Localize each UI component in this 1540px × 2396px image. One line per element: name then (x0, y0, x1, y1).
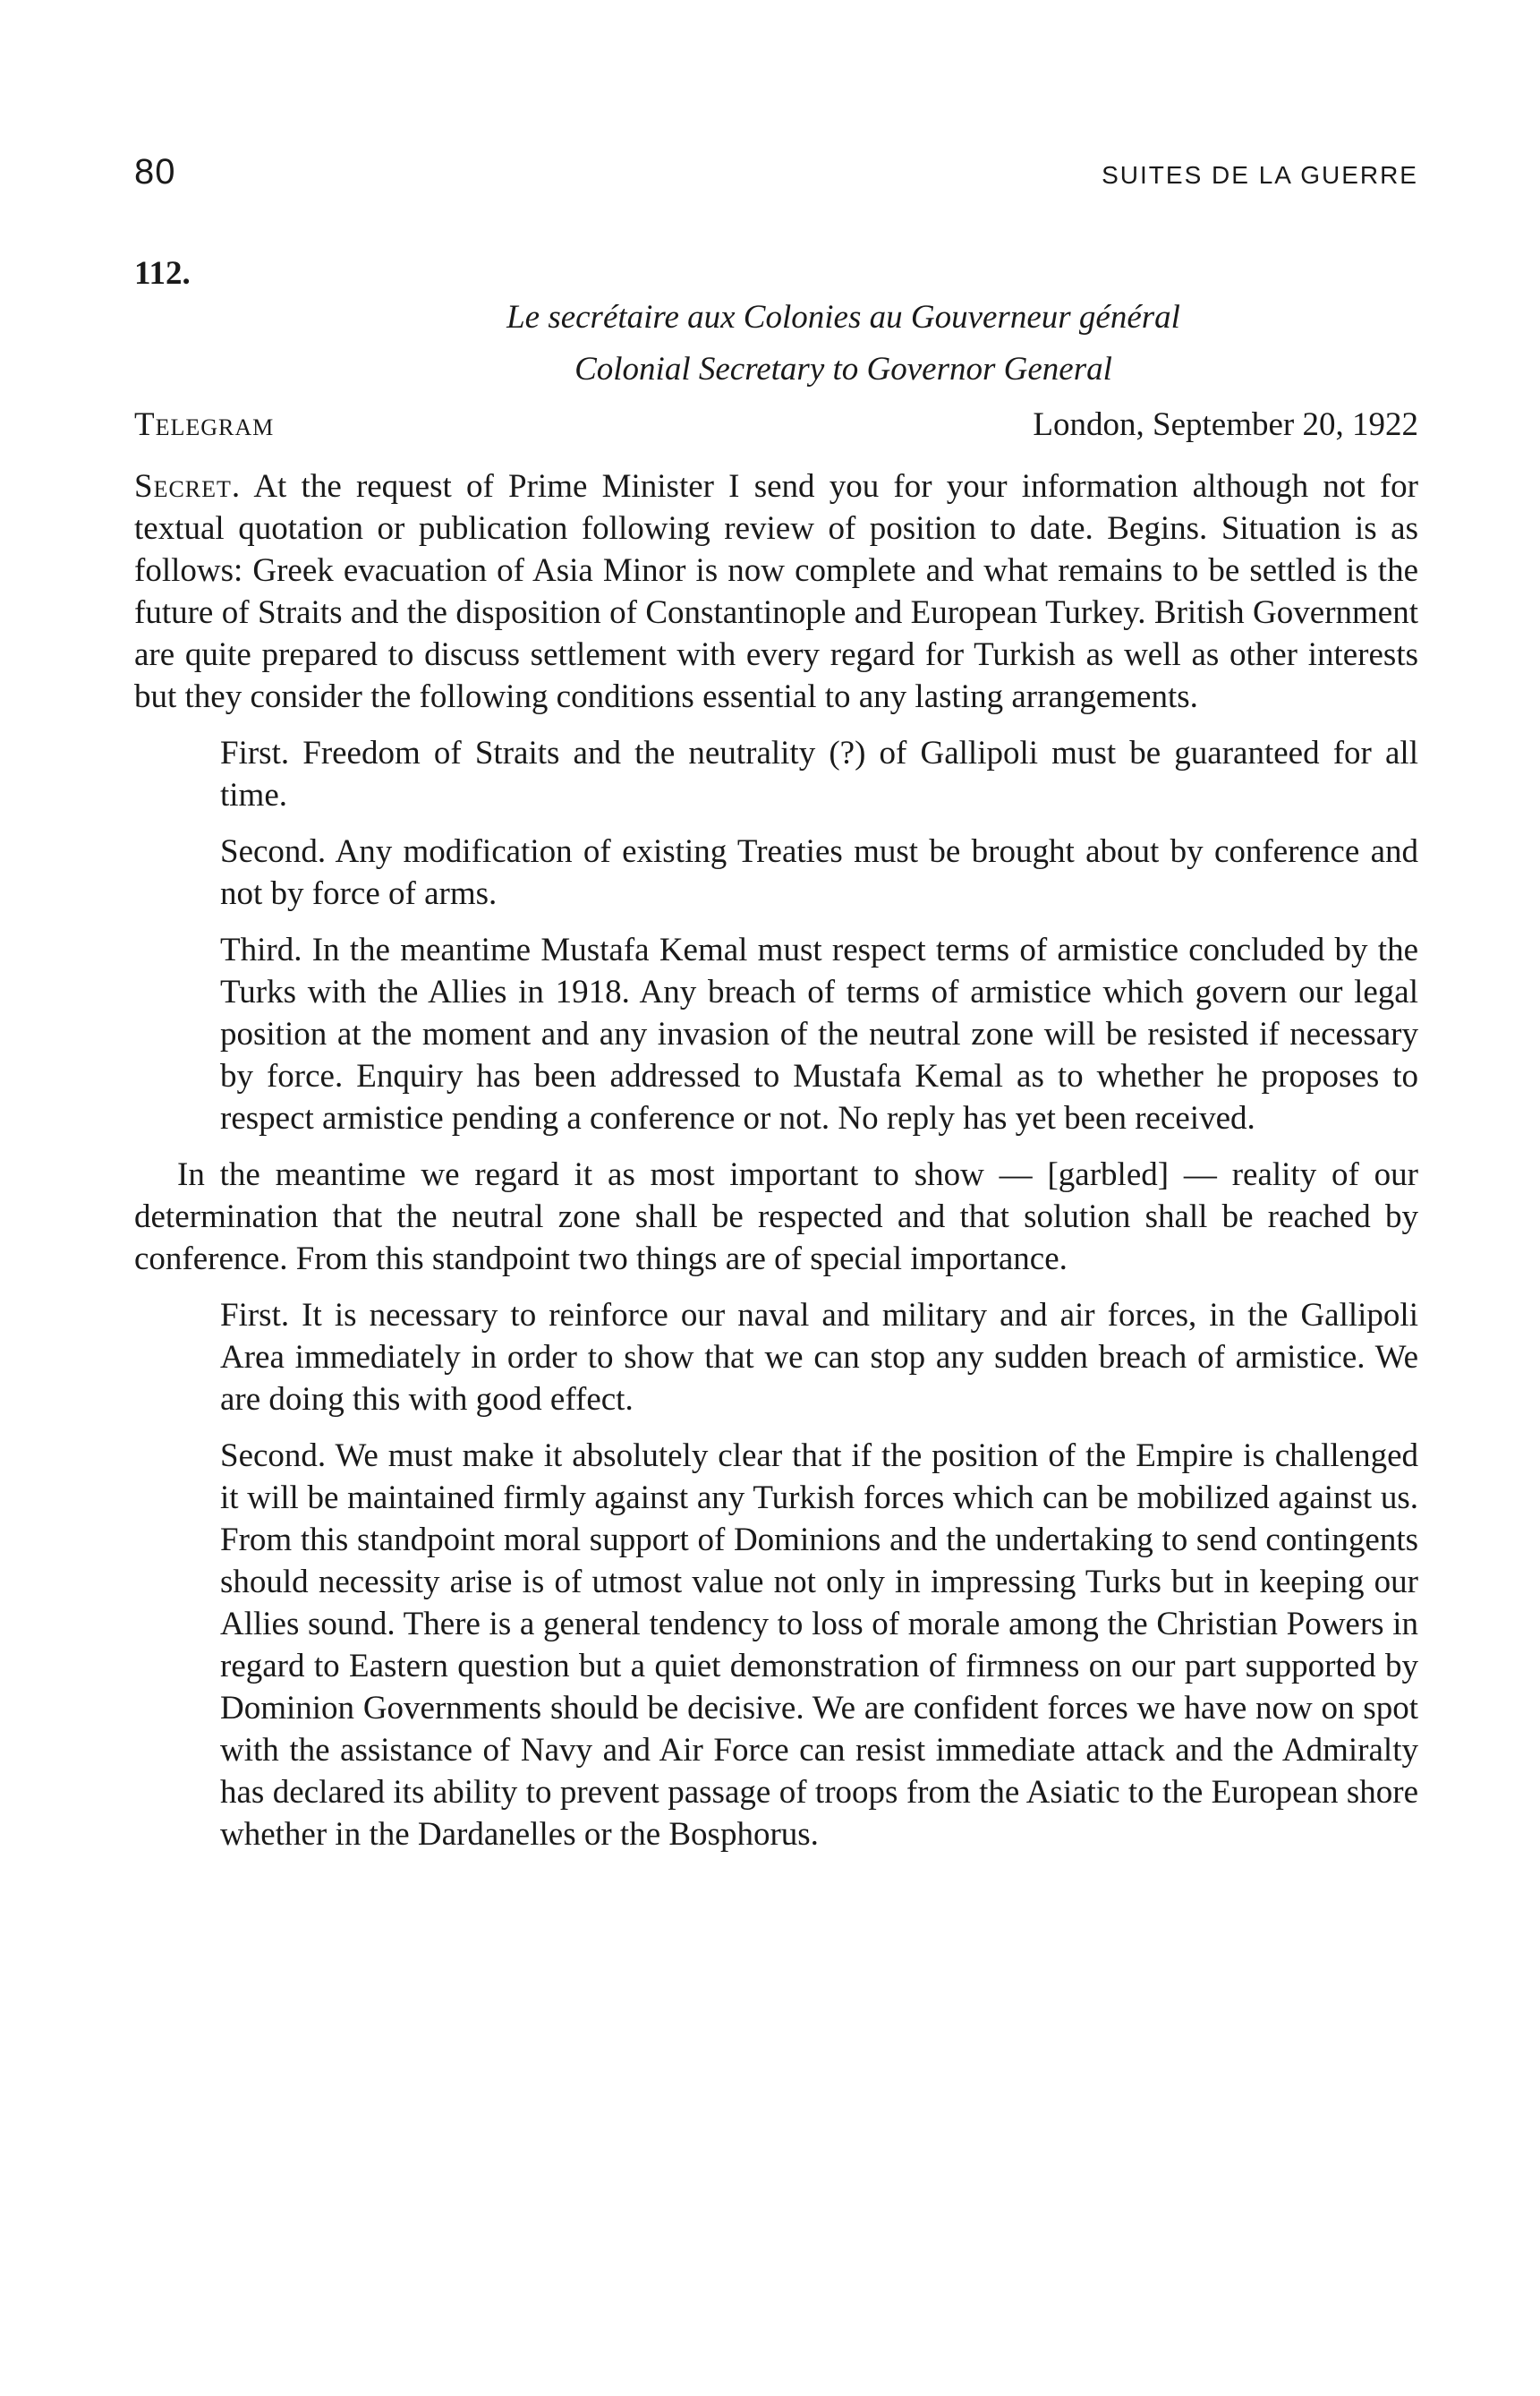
condition-second: Second. Any modification of existing Treaties must be brought about by conference and not by force of arms. (220, 833, 1418, 912)
condition-third: Third. In the meantime Mustafa Kemal must respect terms of armistice concluded by the Turks with the Allies in 1918. Any breach of terms of armistice which govern our legal position at the moment and any invasion of the neutral zone will be resisted if necessary by force. Enquiry has been addressed to Mustafa Kemal as to whether he proposes to respect armistice pending a conference or not. No reply has yet been received. (220, 932, 1418, 1137)
telegram-meta (134, 403, 1418, 448)
secret-label: Secret. (134, 468, 242, 505)
document-body (134, 465, 1418, 1855)
thing-second: Second. We must make it absolutely clear that if the position of the Empire is challenged it will be maintained firmly against any Turkish forces which can be mobilized against us. From this standpoint moral support of Dominions and the undertaking to send contingents should necessity arise is of utmost value not only in impressing Turks but in keeping our Allies sound. There is a general tendency to loss of morale among the Christian Powers in regard to Eastern question but a quiet demonstration of firmness on our part supported by Dominion Governments should be decisive. We are confident forces we have now on spot with the assistance of Navy and Air Force can resist immediate attack and the Admiralty has declared its ability to prevent passage of troops from the Asiatic to the European shore whether in the Dardanelles or the Bosphorus. (220, 1437, 1418, 1853)
heading-french: Le secrétaire aux Colonies au Gouverneur général (506, 299, 1180, 336)
page-number: 80 (134, 152, 176, 192)
heading-english: Colonial Secretary to Governor General (574, 351, 1112, 388)
document-type: Telegram (134, 406, 275, 443)
condition-first: First. Freedom of Straits and the neutrality (?) of Gallipoli must be guaranteed for all time. (220, 735, 1418, 814)
opening-paragraph (134, 465, 1418, 718)
meantime-paragraph: In the meantime we regard it as most important to show — [garbled] — reality of our determination that the neutral zone shall be respected and that solution shall be reached by conference. From this standpoint two things are of special importance. (134, 1156, 1418, 1277)
thing-first: First. It is necessary to reinforce our naval and military and air forces, in the Gallipoli Area immediately in order to show that we can stop any sudden breach of armistice. We are doing this with good effect. (220, 1297, 1418, 1418)
running-head (134, 152, 1418, 206)
document-page (134, 152, 1418, 1870)
section-title: SUITES DE LA GUERRE (1102, 161, 1418, 189)
document-number: 112. (134, 255, 191, 292)
opening-text: At the request of Prime Minister I send you for your information although not for textual quotation or publication following review of position to date. Begins. Situation is as follows: Greek evacuation of Asia Minor is now complete and what remains to be settled is the future of Straits and the disposition of Constantinople and European Turkey. British Government are quite prepared to discuss settlement with every regard for Turkish as well as other interests but they consider the following conditions essential to any lasting arrangements. (134, 468, 1418, 715)
document-headings (134, 292, 1418, 396)
place-date: London, September 20, 1922 (1033, 406, 1418, 443)
